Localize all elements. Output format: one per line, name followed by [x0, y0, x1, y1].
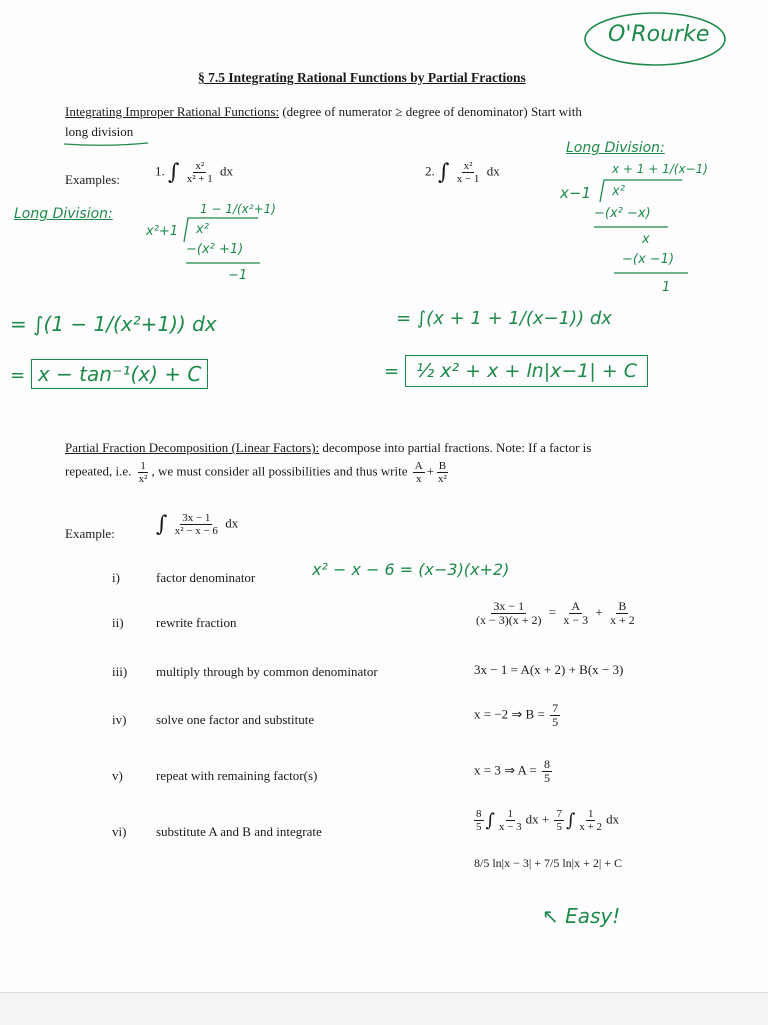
- answer-2: = ½ x² + x + ln|x−1| + C: [384, 360, 648, 382]
- example-1-denominator: x² + 1: [186, 173, 213, 186]
- a-value-numer: 8: [544, 757, 551, 771]
- frac-x-squared: x²: [138, 473, 148, 486]
- integral-sign: ∫: [438, 160, 450, 186]
- ld1-rule: [184, 260, 264, 266]
- long-division-underline: [62, 140, 152, 148]
- rewrite-a-denom: x − 3: [563, 613, 589, 628]
- example-2-dx: dx: [486, 163, 500, 179]
- partial-example-integral: [156, 512, 238, 537]
- rewrite-a-numer: A: [571, 599, 581, 613]
- example-1-fraction: [185, 160, 215, 185]
- rewrite-b-numer: B: [618, 599, 627, 613]
- ld1-bracket: [180, 214, 260, 244]
- integral-sign: ∫: [156, 512, 168, 538]
- improper-text: (degree of numerator ≥ degree of denominator) Start with: [279, 104, 582, 119]
- solve-a: [474, 758, 554, 785]
- rewrite-lhs: [474, 600, 544, 627]
- solve-a-text: x = 3 ⇒ A =: [474, 762, 537, 778]
- b-value-numer: 7: [552, 701, 559, 715]
- final-answer: 8/5 ln|x − 3| + 7/5 ln|x + 2| + C: [474, 856, 623, 870]
- integral-1-rewrite: = ∫(1 − 1/(x²+1)) dx: [10, 312, 217, 336]
- partial-example-denominator: x² − x − 6: [174, 525, 218, 538]
- integral-2-rewrite: = ∫(x + 1 + 1/(x−1)) dx: [396, 308, 612, 329]
- answer-2-box: ½ x² + x + ln|x−1| + C: [405, 355, 648, 387]
- example-2-number: 2.: [425, 163, 435, 179]
- coef-8-5-denom: 5: [476, 821, 482, 834]
- step-6-number: vi): [112, 824, 127, 839]
- coef-8-5-numer: 8: [476, 808, 482, 820]
- multiply-equation: 3x − 1 = A(x + 2) + B(x − 3): [474, 662, 624, 677]
- solve-b: [474, 702, 562, 729]
- frac-one: 1: [140, 460, 146, 472]
- answer-1: = x − tan⁻¹(x) + C: [10, 362, 208, 386]
- a-numer: A: [414, 460, 423, 472]
- rewrite-equation: $\frac{3x - 1}{(x - 3)(x + 2)}$ = $\frac{A}{x - 3}$ + $\frac{B}{x + 2}$: [476, 599, 635, 628]
- step-2-label: rewrite fraction: [156, 615, 237, 630]
- partial-text-line2: repeated, i.e. $\frac{1}{\text{x²}}$ , we must consider all possibilities and thus write $\frac{A}{x}$ + $\frac{B}{\text{x²}}$: [65, 460, 447, 486]
- partial-heading: Partial Fraction Decomposition (Linear Factors):: [65, 440, 320, 455]
- example-1-numerator: x²: [195, 160, 205, 172]
- ld2-subtract-1: −(x² −x): [594, 206, 651, 221]
- answer-1-box: x − tan⁻¹(x) + C: [31, 359, 209, 389]
- integral-sign: ∫: [565, 810, 576, 832]
- a-denom: x: [415, 473, 422, 486]
- ld2-middle: x: [642, 232, 650, 247]
- partial-example-fraction: [173, 512, 220, 537]
- long-division-label-right: Long Division:: [566, 140, 665, 156]
- rewrite-a-term: [561, 600, 590, 627]
- ld1-dividend: x²: [196, 222, 209, 237]
- a-value: [542, 758, 552, 785]
- final-integral: $\frac{8}{5}$ ∫ $\frac{1}{x - 3}$ dx + $\frac{7}{5}$ ∫ $\frac{1}{x + 2}$ dx: [476, 808, 620, 834]
- step-4-number: iv): [112, 712, 127, 727]
- term-1-numer: 1: [507, 808, 513, 820]
- step-2-number: ii): [112, 615, 124, 630]
- example-2-denominator: x − 1: [456, 173, 480, 186]
- step-6-label: substitute A and B and integrate: [156, 824, 322, 839]
- partial-intro: [65, 440, 591, 456]
- step-1-label: factor denominator: [156, 570, 256, 585]
- ld2-quotient: x + 1 + 1/(x−1): [612, 162, 708, 176]
- ld2-bracket: [596, 176, 686, 204]
- ld2-subtract-2: −(x −1): [622, 252, 675, 267]
- example-1-number: 1.: [155, 163, 165, 179]
- term-1-over-x-minus-3: [497, 808, 524, 833]
- step-3-number: iii): [112, 664, 128, 679]
- a-over-x: [413, 460, 425, 485]
- examples-label: Examples:: [65, 172, 120, 187]
- step-5-number: v): [112, 768, 123, 783]
- b-value: [550, 702, 560, 729]
- term-1-denom: x − 3: [498, 821, 522, 834]
- improper-intro: [65, 104, 582, 120]
- easy-note: ↖ Easy!: [542, 904, 621, 928]
- step-3-label: multiply through by common denominator: [156, 664, 378, 679]
- coef-7-5-numer: 7: [556, 808, 562, 820]
- rewrite-denominator: (x − 3)(x + 2): [476, 613, 542, 628]
- ld2-dividend: x²: [612, 184, 625, 199]
- partial-example-numerator: 3x − 1: [182, 512, 211, 524]
- coef-7-5: [554, 808, 564, 833]
- ld2-rule-1: [592, 224, 672, 230]
- coef-7-5-denom: 5: [556, 821, 562, 834]
- b-denom: x²: [438, 473, 447, 486]
- b-over-x-squared: [436, 460, 449, 485]
- next-page-edge: [0, 992, 768, 1025]
- example-2: [425, 160, 500, 185]
- ld1-quotient: 1 − 1/(x²+1): [200, 202, 276, 216]
- term-1-over-x-plus-2: [577, 808, 604, 833]
- author-name: O'Rourke: [608, 22, 710, 47]
- a-value-denom: 5: [544, 771, 551, 786]
- partial-text2a: repeated, i.e.: [65, 463, 132, 479]
- coef-8-5: [474, 808, 484, 833]
- ld1-subtract: −(x² +1): [186, 242, 244, 257]
- partial-text2b: , we must consider all possibilities and thus write: [151, 463, 408, 479]
- page-title: § 7.5 Integrating Rational Functions by Partial Fractions: [198, 70, 526, 85]
- factored-denominator: x² − x − 6 = (x−3)(x+2): [312, 560, 510, 579]
- long-division-label-left: Long Division:: [14, 206, 113, 222]
- example-1: [155, 160, 233, 185]
- ld2-divisor: x−1: [560, 184, 591, 202]
- partial-text: decompose into partial fractions. Note: If a factor is: [319, 440, 592, 455]
- example-1-dx: dx: [219, 163, 233, 179]
- b-numer: B: [438, 460, 447, 472]
- step-5-label: repeat with remaining factor(s): [156, 768, 318, 783]
- partial-example-dx: dx: [225, 515, 239, 531]
- term-2-denom: x + 2: [579, 821, 603, 834]
- step-1-number: i): [112, 570, 120, 585]
- repeated-factor-fraction: [137, 460, 150, 485]
- example-2-numerator: x²: [463, 160, 473, 172]
- partial-example-label: Example:: [65, 526, 115, 541]
- integral-sign: ∫: [485, 810, 495, 832]
- ld2-remainder: 1: [662, 280, 671, 295]
- term-2-numer: 1: [587, 808, 594, 820]
- ld2-rule-2: [612, 270, 692, 276]
- ld1-remainder: −1: [228, 268, 248, 283]
- solve-b-text: x = −2 ⇒ B =: [474, 706, 545, 722]
- improper-text2: long division: [65, 124, 134, 139]
- integral-sign: ∫: [168, 160, 180, 186]
- ld1-divisor: x²+1: [146, 224, 179, 239]
- example-2-fraction: [455, 160, 482, 185]
- b-value-denom: 5: [552, 715, 559, 730]
- improper-heading: Integrating Improper Rational Functions:: [65, 104, 280, 119]
- rewrite-b-denom: x + 2: [610, 613, 635, 628]
- rewrite-b-term: [608, 600, 637, 627]
- step-4-label: solve one factor and substitute: [156, 712, 315, 727]
- rewrite-numerator: 3x − 1: [493, 599, 525, 613]
